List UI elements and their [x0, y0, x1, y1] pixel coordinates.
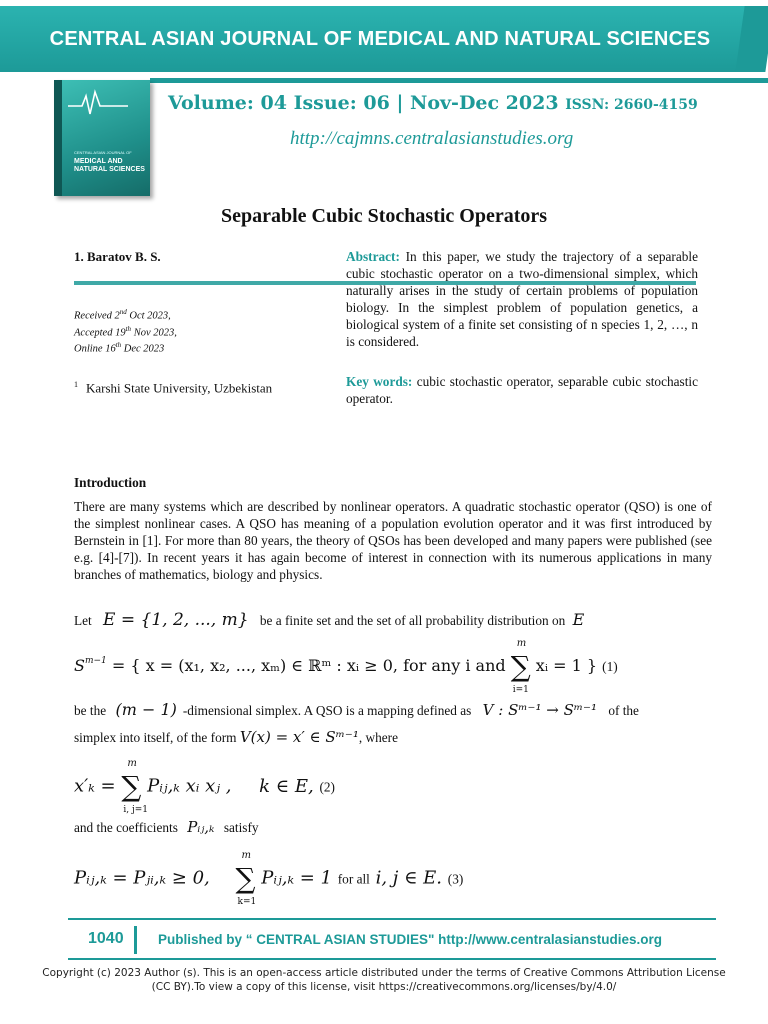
eq2-sum: ∑ m i, j=1	[121, 758, 149, 815]
simplex-map: V : Sᵐ⁻¹ → Sᵐ⁻¹	[482, 701, 597, 719]
page-number: 1040	[88, 930, 124, 947]
eq2-lhs: x′ₖ =	[74, 775, 116, 797]
abstract-label: Abstract:	[346, 249, 400, 264]
coef-line	[74, 818, 259, 836]
eq2-body: Pᵢⱼ,ₖ xᵢ xⱼ ,	[147, 775, 232, 797]
simplex-text-3: of the	[608, 703, 639, 718]
affiliation-number: 1	[74, 380, 78, 389]
abstract-text: In this paper, we study the trajectory of a separable cubic stochastic operator on a two-dimensional simplex, which naturally arises in the study of certain problems of population biology. In the simplest problem of population genetics, a biological system of a finite set consisting of n species 1, 2, …, n is considered.	[346, 249, 698, 349]
eq3-number: (3)	[447, 871, 464, 887]
equation-1	[74, 638, 618, 695]
cover-subtitle: CENTRAL ASIAN JOURNAL OF	[74, 150, 132, 155]
issn: ISSN: 2660-4159	[565, 97, 698, 113]
simplex-form: V(x) = x′ ∈ Sᵐ⁻¹	[239, 728, 359, 746]
set-E: E = {1, 2, ..., m}	[103, 610, 249, 630]
publisher-line[interactable]: Published by “ CENTRAL ASIAN STUDIES" http://www.centralasianstudies.org	[158, 932, 662, 947]
eq1-lhs: S	[74, 656, 85, 675]
equation-2	[74, 758, 335, 815]
volume-line	[168, 92, 698, 114]
simplex-line-1	[74, 700, 639, 719]
simplex-text-4: simplex into itself, of the form	[74, 730, 237, 745]
cover-title: MEDICAL AND NATURAL SCIENCES	[74, 158, 145, 173]
eq2-number: (2)	[319, 779, 335, 795]
eq1-body: = { x = (x₁, x₂, ..., xₘ) ∈ ℝᵐ : xᵢ ≥ 0, for any i and	[111, 656, 506, 675]
let-rest: be a finite set and the set of all probability distribution on	[259, 613, 566, 628]
keywords-label: Key words:	[346, 374, 413, 389]
simplex-text-5: , where	[358, 730, 398, 745]
accepted-date: Accepted 19th Nov 2023,	[74, 324, 177, 338]
eq1-sup: m−1	[84, 656, 107, 666]
let-E: E	[572, 610, 585, 629]
keywords-text: cubic stochastic operator, separable cubic stochastic operator.	[346, 374, 699, 406]
affiliation-text: Karshi State University, Uzbekistan	[86, 380, 273, 396]
copyright-notice: Copyright (c) 2023 Author (s). This is an open-access article distributed under the terms of Creative Commons Attribution License (CC BY).To view a copy of this license, visit https://creativecommons.org/licenses/by/4.0/	[42, 967, 726, 993]
author: 1. Baratov B. S.	[74, 249, 161, 264]
abstract	[346, 248, 698, 350]
equation-3	[74, 850, 464, 907]
journal-url[interactable]: http://cajmns.centralasianstudies.org	[290, 128, 574, 149]
footer-rule-top	[68, 918, 716, 920]
eq3-sum: ∑ m k=1	[235, 850, 257, 907]
eq3-lhs: Pᵢⱼ,ₖ = Pⱼᵢ,ₖ ≥ 0,	[74, 867, 210, 889]
simplex-m: (m − 1)	[115, 700, 177, 719]
coef-text: and the coefficients	[74, 820, 178, 835]
volume-issue: Volume: 04 Issue: 06 | Nov-Dec 2023	[168, 92, 559, 114]
eq3-condition: i, j ∈ E.	[375, 867, 443, 889]
coef-symbol: Pᵢⱼ,ₖ	[187, 818, 215, 836]
simplex-text-2: -dimensional simplex. A QSO is a mapping defined as	[182, 703, 472, 718]
affiliation	[74, 380, 272, 396]
journal-cover-image	[54, 80, 150, 196]
simplex-text-1: be the	[74, 703, 107, 718]
eq3-body: Pᵢⱼ,ₖ = 1	[261, 867, 333, 889]
cover-spine	[54, 80, 62, 196]
eq1-number: (1)	[602, 659, 618, 674]
section-heading: Introduction	[74, 475, 147, 490]
let-word: Let	[74, 613, 92, 628]
journal-banner	[0, 6, 760, 72]
simplex-line-2	[74, 728, 398, 746]
eq1-sum: ∑ m i=1	[510, 638, 531, 695]
header-rule	[150, 78, 768, 83]
intro-paragraph: There are many systems which are described by nonlinear operators. A quadratic stochastic operator (QSO) is one of the simplest nonlinear cases. A QSO has meaning of a population evolution operator and it was first introduced by Bernstein in [1]. For more than 80 years, the theory of QSOs has been developed and many papers were published (see e.g. [4]-[7]). In recent years it has again become of interest in connection with its numerous applications in many branches of mathematics, biology and physics.	[74, 499, 712, 582]
paper-title: Separable Cubic Stochastic Operators	[220, 205, 548, 227]
coef-rest: satisfy	[223, 820, 259, 835]
let-line	[74, 610, 584, 630]
eq2-condition: k ∈ E,	[259, 775, 314, 797]
eq3-forall: for all	[337, 871, 370, 887]
heartbeat-icon	[68, 88, 128, 118]
journal-title: CENTRAL ASIAN JOURNAL OF MEDICAL AND NATURAL SCIENCES	[49, 28, 711, 50]
keywords	[346, 373, 698, 407]
footer-rule-bottom	[68, 958, 716, 960]
article-dates	[74, 306, 177, 356]
received-date: Received 2nd Oct 2023,	[74, 308, 171, 322]
online-date: Online 16th Dec 2023	[74, 341, 165, 355]
eq1-tail: xᵢ = 1 }	[535, 656, 598, 675]
page-separator	[134, 926, 137, 954]
